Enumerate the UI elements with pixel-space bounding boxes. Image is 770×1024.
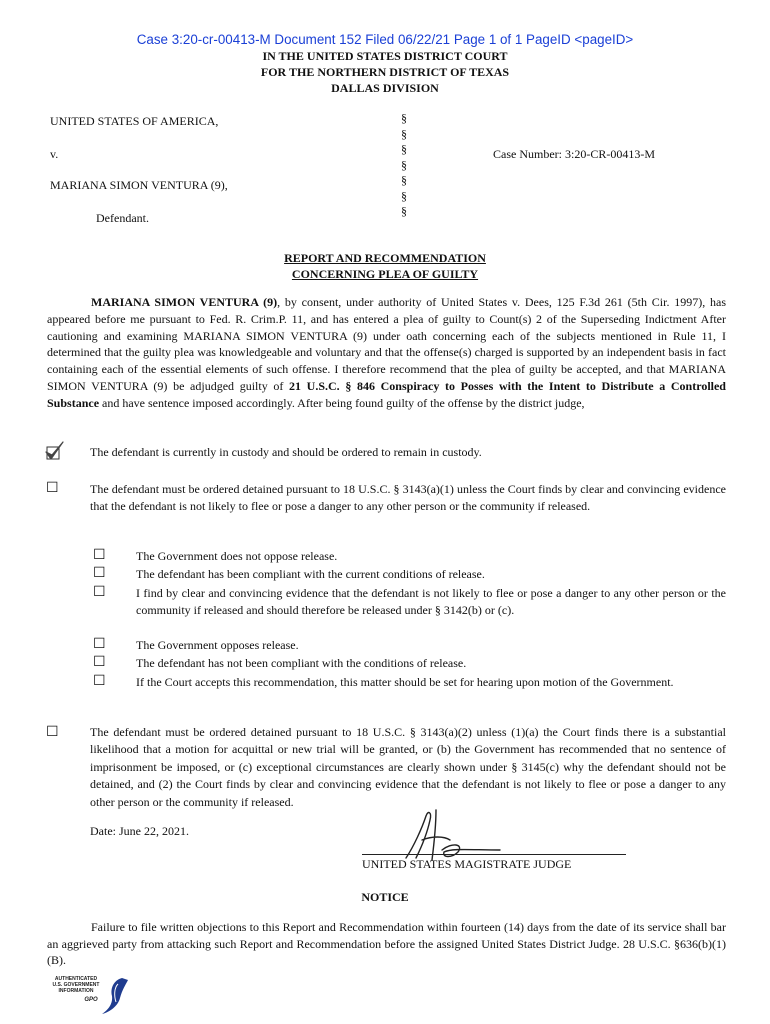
signature-date: Date: June 22, 2021.: [90, 824, 189, 838]
versus-label: v.: [50, 147, 59, 161]
detain-a1-option-text: The defendant must be ordered detained pursuant to 18 U.S.C. § 3143(a)(1) unless the Court finds by clear and convincing evidence that the defendant is not likely to flee or pose a danger to any other person or the community if released.: [90, 482, 726, 514]
compliant-checkbox[interactable]: ☐: [93, 566, 106, 581]
not-compliant-checkbox[interactable]: ☐: [93, 655, 106, 670]
court-district-line: FOR THE NORTHERN DISTRICT OF TEXAS: [260, 65, 510, 79]
release-finding-checkbox[interactable]: ☐: [93, 585, 106, 600]
no-oppose-option-text: The Government does not oppose release.: [136, 549, 338, 563]
title-line-2: CONCERNING PLEA OF GUILTY: [291, 267, 479, 281]
custody-option-text: The defendant is currently in custody and should be ordered to remain in custody.: [90, 445, 482, 459]
defendant-name: MARIANA SIMON VENTURA (9),: [50, 178, 228, 192]
section-mark-column: [397, 111, 411, 220]
plaintiff-name: UNITED STATES OF AMERICA,: [50, 114, 219, 128]
gpo-seal-line: AUTHENTICATED: [54, 976, 98, 982]
section-mark: §: [401, 204, 407, 218]
notice-paragraph: Failure to file written objections to this Report and Recommendation within fourteen (14) days from the date of its service shall bar an aggrieved party from attacking such Report and Recommendation before the assigned United States District Judge. 28 U.S.C. §636(b)(1)(B).: [47, 920, 726, 967]
judge-title: UNITED STATES MAGISTRATE JUDGE: [362, 857, 572, 871]
defendant-label: Defendant.: [96, 211, 149, 225]
custody-checkbox-checked[interactable]: [44, 440, 66, 462]
case-number: Case Number: 3:20-CR-00413-M: [493, 147, 655, 161]
gov-opposes-option-text: The Government opposes release.: [136, 638, 299, 652]
compliant-option-text: The defendant has been compliant with the current conditions of release.: [136, 567, 485, 581]
gpo-authentication-seal: [46, 974, 130, 1016]
document-title: [150, 250, 620, 282]
signature-stroke: [406, 810, 500, 860]
no-oppose-checkbox[interactable]: ☐: [93, 548, 106, 563]
not-compliant-option-text: The defendant has not been compliant with the conditions of release.: [136, 656, 467, 670]
defendant-name-bold: MARIANA SIMON VENTURA (9): [91, 295, 278, 309]
check-icon: [46, 442, 63, 459]
title-line-1: REPORT AND RECOMMENDATION: [284, 251, 486, 265]
eagle-icon: [100, 974, 130, 1016]
charge-bold: 21 U.S.C. § 846 Conspiracy to Posses with the Intent to Distribute a Controlled Substance: [47, 378, 726, 410]
section-mark: §: [401, 111, 407, 125]
gpo-mark: GPO: [84, 997, 98, 1003]
section-mark: §: [401, 142, 407, 156]
release-finding-option-text: I find by clear and convincing evidence that the defendant is not likely to flee or pose a danger to any other person or the community if released and should therefore be released under § 3142(b) or (c).: [136, 586, 726, 618]
court-caption-heading: [150, 48, 620, 96]
body-text-1: , by consent, under authority of United States v. Dees, 125 F.3d 261 (5th Cir. 1997), has appeared before me pursuant to Fed. R. Crim.P. 11, and has entered a plea of guilty to Count(s) 2 of the Superseding Indictment After cautioning and examining MARIANA SIMON VENTURA (9) under oath concerning each of the subjects mentioned in Rule 11, I determined that the guilty plea was knowledgeable and voluntary and that the offense(s) charged is supported by an independent basis in fact containing each of the essential elements of such offense. I therefore recommend that the plea of guilty be accepted, and that MARIANA SIMON VENTURA (9) be adjudged guilty of: [47, 295, 726, 393]
hearing-checkbox[interactable]: ☐: [93, 674, 106, 689]
section-mark: §: [401, 173, 407, 187]
signature-line: [362, 854, 626, 855]
ecf-filing-header: Case 3:20-cr-00413-M Document 152 Filed 06/22/21 Page 1 of 1 PageID <pageID>: [136, 32, 634, 47]
court-name-line: IN THE UNITED STATES DISTRICT COURT: [262, 49, 508, 63]
hearing-option-text: If the Court accepts this recommendation, this matter should be set for hearing upon motion of the Government.: [136, 675, 674, 689]
gpo-seal-line: INFORMATION: [58, 988, 94, 994]
detain-a2-option-text: The defendant must be ordered detained pursuant to 18 U.S.C. § 3143(a)(2) unless (1)(a) the Court finds there is a substantial likelihood that a motion for acquittal or new trial will be granted, or (b) the Government has recommended that no sentence of imprisonment be imposed, or (c) exceptional circumstances are clearly shown under § 3145(c) why the defendant should not be detained, and (2) the Court finds by clear and convincing evidence that the defendant is not likely to flee or pose a danger to any other person or the community if released.: [90, 725, 726, 809]
body-text-2: and have sentence imposed accordingly. After being found guilty of the offense by the district judge,: [99, 395, 585, 410]
section-mark: §: [401, 157, 407, 172]
section-mark: §: [401, 126, 407, 141]
gov-opposes-checkbox[interactable]: ☐: [93, 637, 106, 652]
detain-a2-checkbox[interactable]: ☐: [46, 725, 59, 740]
notice-heading: NOTICE: [361, 890, 409, 904]
section-mark: §: [401, 188, 407, 203]
recommendation-paragraph: [47, 294, 726, 412]
detain-a1-checkbox[interactable]: ☐: [46, 481, 59, 496]
court-division-line: DALLAS DIVISION: [331, 81, 439, 95]
gpo-seal-line: U.S. GOVERNMENT: [52, 982, 100, 988]
